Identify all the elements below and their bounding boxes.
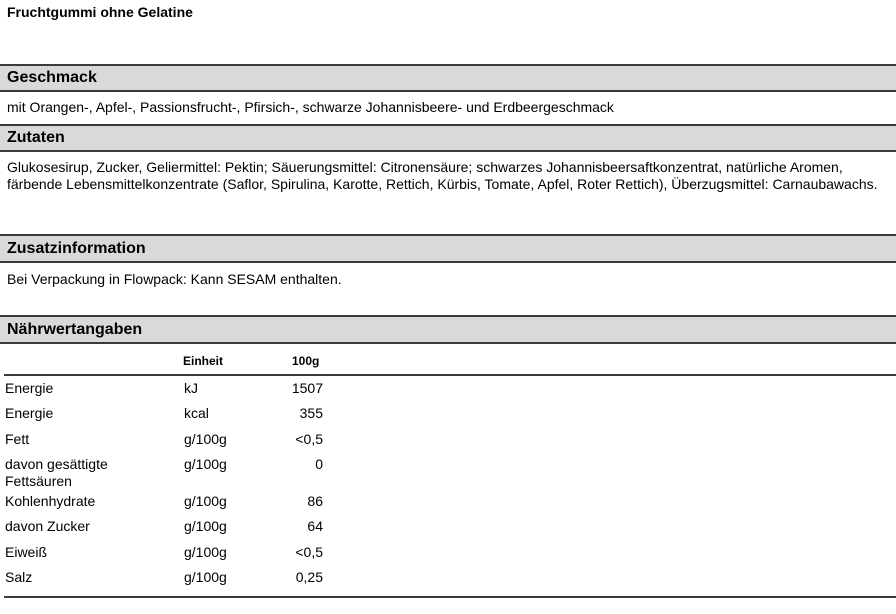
row-unit: kcal xyxy=(184,405,209,421)
row-unit: g/100g xyxy=(184,493,227,509)
table-row xyxy=(4,516,896,541)
row-value: 355 xyxy=(299,405,323,421)
row-value: 86 xyxy=(307,493,323,509)
row-unit: kJ xyxy=(184,380,198,396)
row-name: davon Zucker xyxy=(5,518,90,534)
row-value: 64 xyxy=(307,518,323,534)
section-heading-geschmack: Geschmack xyxy=(0,64,896,92)
table-bottom-rule xyxy=(4,596,896,598)
column-header-value: 100g xyxy=(292,354,320,368)
nutrition-table-header xyxy=(4,346,896,376)
row-unit: g/100g xyxy=(184,569,227,585)
row-unit: g/100g xyxy=(184,518,227,534)
table-row xyxy=(4,542,896,567)
table-row xyxy=(4,491,896,516)
product-title: Fruchtgummi ohne Gelatine xyxy=(7,4,193,20)
table-row xyxy=(4,378,896,403)
row-value: <0,5 xyxy=(295,431,323,447)
table-row xyxy=(4,403,896,428)
row-unit: g/100g xyxy=(184,431,227,447)
row-value: 0 xyxy=(315,456,323,472)
row-name: Eiweiß xyxy=(5,544,48,560)
zusatz-text: Bei Verpackung in Flowpack: Kann SESAM enthalten. xyxy=(7,271,342,287)
geschmack-text: mit Orangen-, Apfel-, Passionsfrucht-, Pfirsich-, schwarze Johannisbeere- und Erdbeergeschmack xyxy=(7,99,614,115)
row-value: 0,25 xyxy=(295,569,323,585)
zutaten-text: Glukosesirup, Zucker, Geliermittel: Pektin; Säuerungsmittel: Citronensäure; schwarzes Johannisbeersaftkonzentrat, natürliche Aromen, färbende Lebensmittelkonzentrate (Saflor, Spirulina, Karotte, Rettich, Kürbis, Tomate, Apfel, Roter Rettich), Überzugsmittel: Carnaubawachs. xyxy=(7,159,878,192)
row-unit: g/100g xyxy=(184,544,227,560)
section-heading-naehrwert: Nährwertangaben xyxy=(0,315,896,344)
column-header-unit: Einheit xyxy=(183,354,224,368)
row-name: Energie xyxy=(5,405,54,421)
row-name: Kohlenhydrate xyxy=(5,493,96,509)
row-value: 1507 xyxy=(291,380,323,396)
row-unit: g/100g xyxy=(184,456,227,472)
row-name: davon gesättigte Fettsäuren xyxy=(5,456,108,489)
table-row xyxy=(4,429,896,454)
row-name: Energie xyxy=(5,380,54,396)
row-value: <0,5 xyxy=(295,544,323,560)
table-row xyxy=(4,567,896,592)
row-name: Fett xyxy=(5,431,30,447)
table-row xyxy=(4,454,896,490)
row-name: Salz xyxy=(5,569,33,585)
section-heading-zutaten: Zutaten xyxy=(0,124,896,152)
section-heading-zusatzinformation: Zusatzinformation xyxy=(0,234,896,263)
